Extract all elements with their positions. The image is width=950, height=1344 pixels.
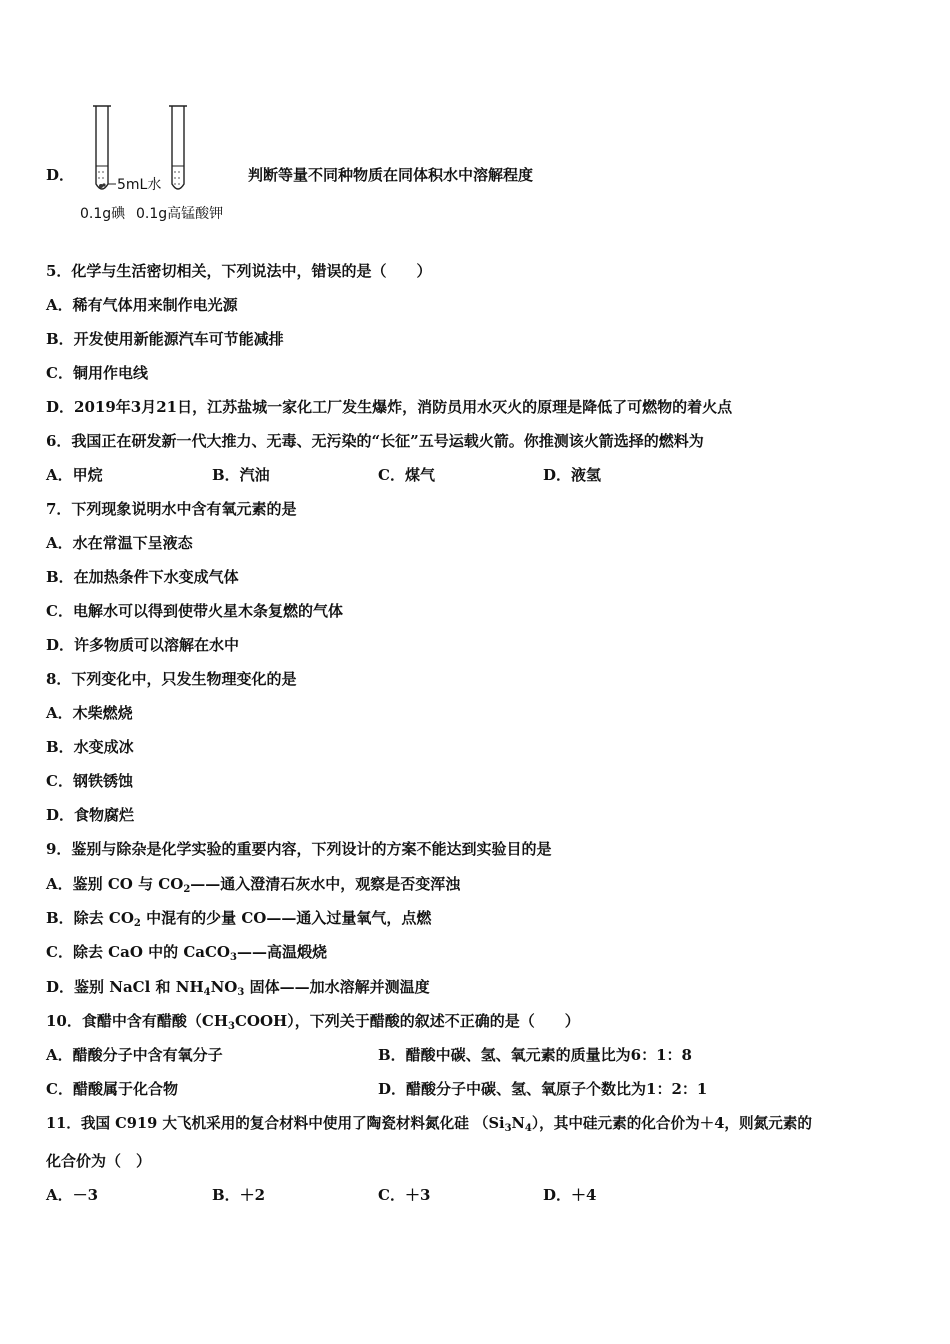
q6-option-a: A．甲烷 (46, 466, 103, 484)
q9-b-sub: 2 (133, 918, 141, 929)
q11-mid: N (511, 1115, 525, 1132)
q4-option-d-label: D． (46, 166, 75, 184)
q9-a-post: ——通入澄清石灰水中，观察是否变浑浊 (190, 875, 461, 893)
q10-stem-post: COOH），下列关于醋酸的叙述不正确的是（ ） (234, 1012, 580, 1030)
q9-d-mid: NO (210, 978, 238, 996)
test-tube-figure (72, 100, 242, 230)
q11-sub2: 4 (524, 1123, 532, 1134)
q9-option-b (46, 908, 431, 928)
q8-stem: 8．下列变化中，只发生物理变化的是 (46, 670, 297, 688)
q11-stem-pre: 11．我国 C919 大飞机采用的复合材料中使用了陶瓷材料氮化硅 （Si (46, 1115, 505, 1132)
q10-option-c: C．醋酸属于化合物 (46, 1080, 178, 1098)
q6-option-c: C．煤气 (378, 466, 435, 484)
q7-option-b: B．在加热条件下水变成气体 (46, 568, 239, 586)
q6-stem: 6．我国正在研发新一代大推力、无毒、无污染的“长征”五号运载火箭。你推测该火箭选择的燃料为 (46, 432, 704, 450)
q5-option-c: C．铜用作电线 (46, 364, 148, 382)
q9-b-pre: B．除去 CO (46, 909, 134, 927)
right-tube-label: 0.1g高锰酸钾 (136, 206, 224, 222)
q11-option-c: C．＋3 (378, 1186, 431, 1204)
q5-option-a: A．稀有气体用来制作电光源 (46, 296, 238, 314)
q9-option-a (46, 874, 460, 894)
q11-sub1: 3 (504, 1123, 512, 1134)
q10-option-a: A．醋酸分子中含有氧分子 (46, 1046, 223, 1064)
left-tube-label: 0.1g碘 (80, 206, 126, 222)
q9-option-c (46, 942, 327, 962)
q9-a-pre: A．鉴别 CO 与 CO (46, 875, 184, 893)
q9-c-sub: 3 (230, 952, 237, 963)
q11-stem-post: ），其中硅元素的化合价为＋4，则氮元素的 (531, 1115, 812, 1132)
q10-option-b: B．醋酸中碳、氢、氧元素的质量比为6：1：8 (378, 1046, 692, 1064)
q10-stem-pre: 10．食醋中含有醋酸（CH (46, 1012, 228, 1030)
q7-stem: 7．下列现象说明水中含有氧元素的是 (46, 500, 297, 518)
water-volume-label: 5mL水 (117, 177, 162, 193)
q9-d-pre: D．鉴别 NaCl 和 NH (46, 978, 204, 996)
q8-option-a: A．木柴燃烧 (46, 704, 133, 722)
q4-option-d-text: 判断等量不同种物质在同体积水中溶解程度 (248, 166, 534, 184)
q7-option-a: A．水在常温下呈液态 (46, 534, 193, 552)
q5-option-d: D．2019年3月21日，江苏盐城一家化工厂发生爆炸，消防员用水灭火的原理是降低了可燃物的着火点 (46, 398, 733, 416)
q10-stem-sub: 3 (228, 1021, 235, 1032)
q9-d-sub1: 4 (203, 987, 211, 998)
q9-a-sub: 2 (183, 884, 191, 895)
q9-c-pre: C．除去 CaO 中的 CaCO (46, 943, 230, 961)
q7-option-c: C．电解水可以得到使带火星木条复燃的气体 (46, 602, 343, 620)
q11-option-a: A．－3 (46, 1186, 99, 1204)
q9-d-post: 固体——加水溶解并测温度 (244, 978, 430, 996)
q6-option-b: B．汽油 (212, 466, 270, 484)
q9-c-post: ——高温煅烧 (236, 943, 327, 961)
q9-option-d (46, 977, 430, 997)
q10-option-d: D．醋酸分子中碳、氢、氧原子个数比为1：2：1 (378, 1080, 708, 1098)
q7-option-d: D．许多物质可以溶解在水中 (46, 636, 240, 654)
q9-d-sub2: 3 (237, 987, 245, 998)
q8-option-d: D．食物腐烂 (46, 806, 135, 824)
q6-option-d: D．液氢 (543, 466, 602, 484)
q5-stem: 5．化学与生活密切相关，下列说法中，错误的是（ ） (46, 262, 432, 280)
q8-option-c: C．钢铁锈蚀 (46, 772, 133, 790)
q8-option-b: B．水变成冰 (46, 738, 134, 756)
q10-stem (46, 1011, 580, 1031)
q11-stem-line2: 化合价为（ ） (46, 1152, 152, 1170)
q11-option-b: B．＋2 (212, 1186, 266, 1204)
q5-option-b: B．开发使用新能源汽车可节能减排 (46, 330, 284, 348)
q11-option-d: D．＋4 (543, 1186, 597, 1204)
q9-stem: 9．鉴别与除杂是化学实验的重要内容，下列设计的方案不能达到实验目的是 (46, 840, 552, 858)
q11-stem-line1 (46, 1114, 812, 1134)
q9-b-post: 中混有的少量 CO——通入过量氧气，点燃 (140, 909, 432, 927)
